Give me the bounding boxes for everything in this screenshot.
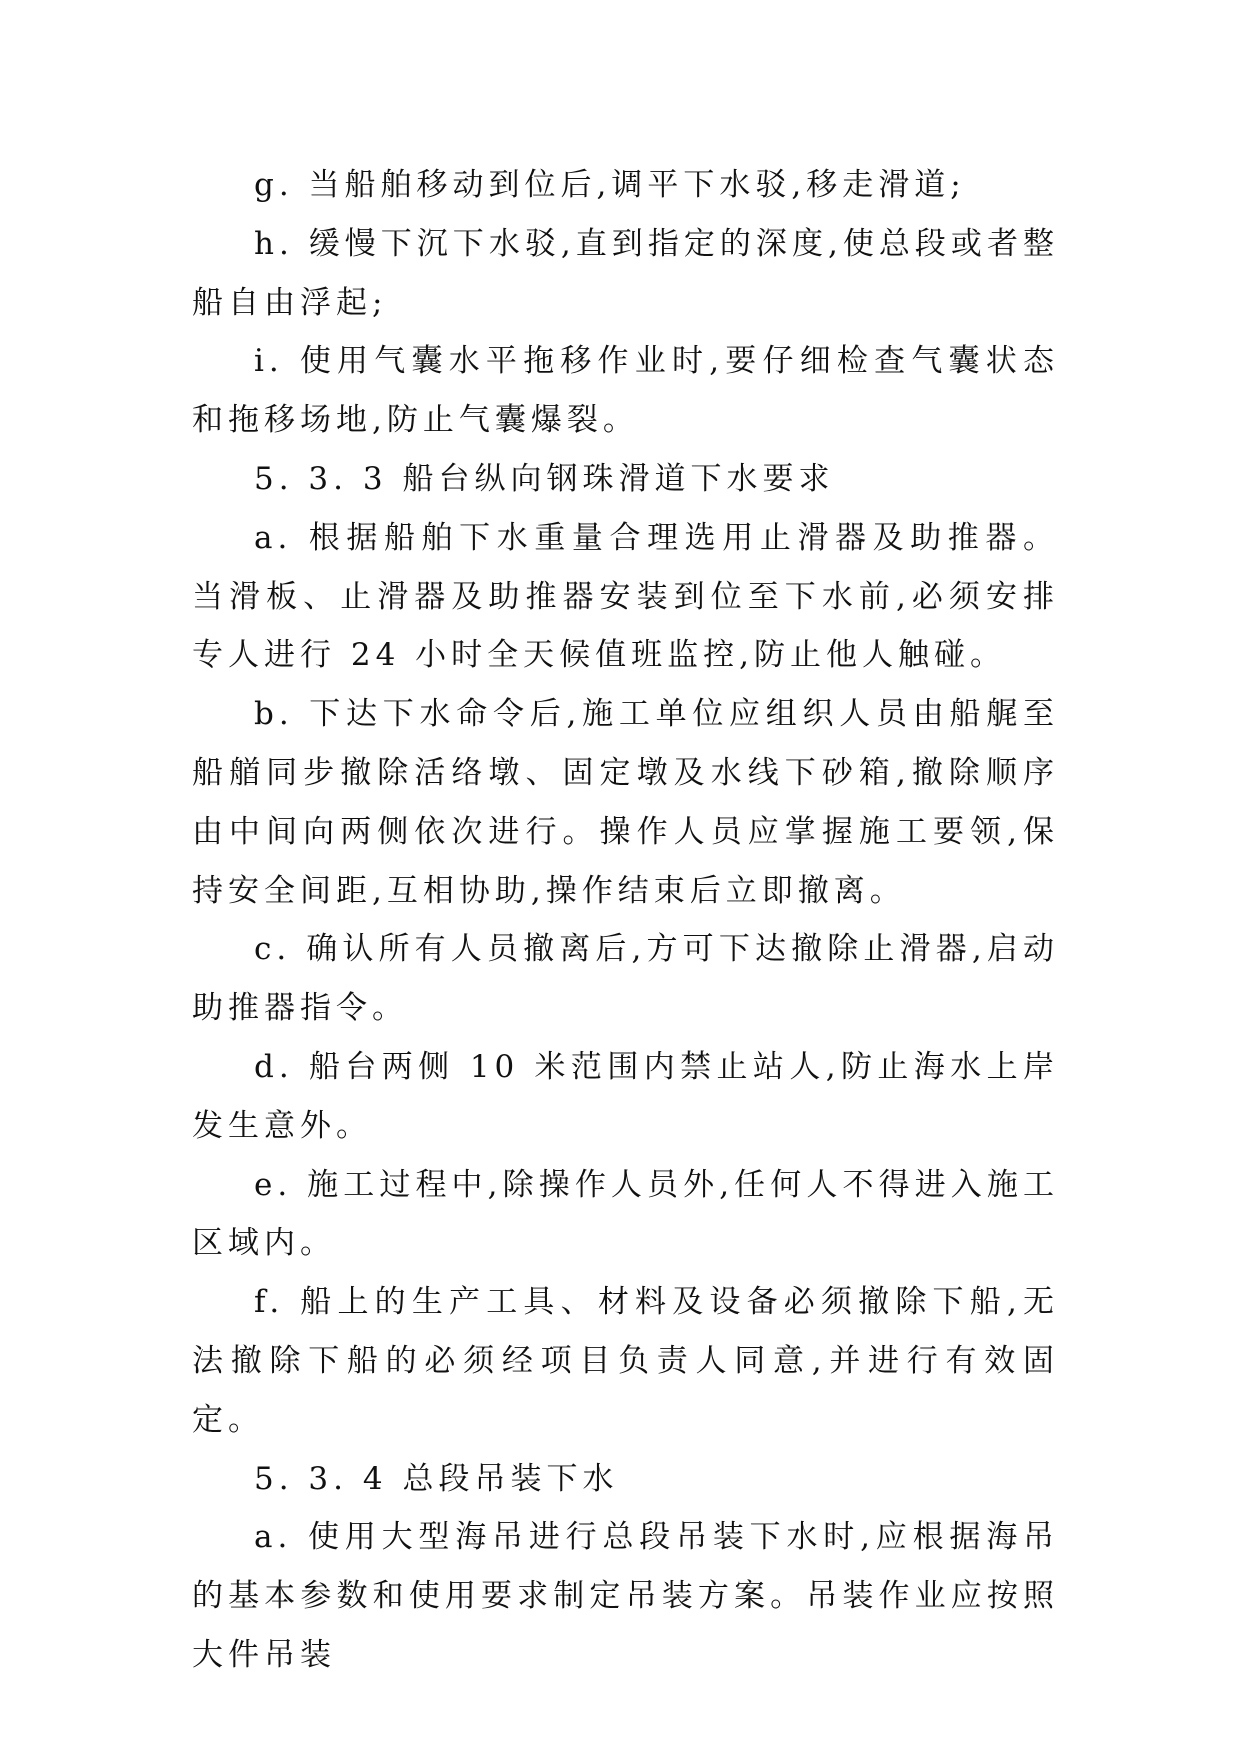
paragraph-item-c: c. 确认所有人员撤离后,方可下达撤除止滑器,启动助推器指令。 — [192, 931, 1059, 1027]
paragraph-item-d: d. 船台两侧 10 米范围内禁止站人,防止海水上岸发生意外。 — [192, 1048, 1059, 1144]
section-heading-5-3-4: 5. 3. 4 总段吊装下水 — [254, 1460, 619, 1497]
paragraph-item-i: i. 使用气囊水平拖移作业时,要仔细检查气囊状态和拖移场地,防止气囊爆裂。 — [192, 343, 1059, 439]
paragraph-item-b: b. 下达下水命令后,施工单位应组织人员由船艉至船艏同步撤除活络墩、固定墩及水线下砂箱,撤除顺序由中间向两侧依次进行。操作人员应掌握施工要领,保持安全间距,互相协助,操作结束后立即撤离。 — [192, 696, 1059, 909]
paragraph-item-a-lifting: a. 使用大型海吊进行总段吊装下水时,应根据海吊的基本参数和使用要求制定吊装方案。吊装作业应按照大件吊装 — [192, 1519, 1059, 1673]
paragraph-item-f: f. 船上的生产工具、材料及设备必须撤除下船,无法撤除下船的必须经项目负责人同意,并进行有效固定。 — [192, 1284, 1059, 1438]
paragraph-item-g: g. 当船舶移动到位后,调平下水驳,移走滑道; — [254, 167, 966, 203]
document-body — [192, 156, 1059, 1685]
section-heading-5-3-3: 5. 3. 3 船台纵向钢珠滑道下水要求 — [254, 460, 835, 497]
paragraph-item-h: h. 缓慢下沉下水驳,直到指定的深度,使总段或者整船自由浮起; — [192, 225, 1059, 321]
paragraph-item-a: a. 根据船舶下水重量合理选用止滑器及助推器。当滑板、止滑器及助推器安装到位至下水前,必须安排专人进行 24 小时全天候值班监控,防止他人触碰。 — [192, 519, 1059, 674]
paragraph-item-e: e. 施工过程中,除操作人员外,任何人不得进入施工区域内。 — [192, 1166, 1059, 1262]
